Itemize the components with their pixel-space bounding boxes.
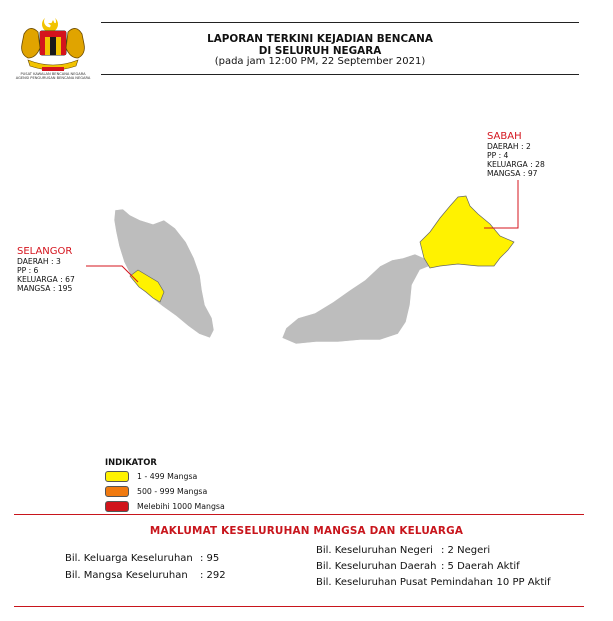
selangor-daerah: DAERAH : 3 [17, 257, 61, 266]
legend-item-high [105, 501, 225, 512]
legend-label-medium: 500 - 999 Mangsa [137, 487, 208, 496]
sarawak-region [282, 254, 430, 344]
header-top-rule [101, 22, 579, 23]
sabah-callout [487, 131, 545, 178]
summary-top-rule [14, 514, 584, 515]
daerah-label: Bil. Keseluruhan Daerah [316, 561, 437, 572]
selangor-name: SELANGOR [17, 246, 73, 257]
keluarga-label: Bil. Keluarga Keseluruhan [65, 553, 193, 564]
negeri-value: : 2 Negeri [441, 545, 491, 556]
report-title-line-1: LAPORAN TERKINI KEJADIAN BENCANA [207, 33, 433, 45]
sabah-leader-line [484, 180, 518, 228]
selangor-keluarga: KELUARGA : 67 [17, 275, 75, 284]
sabah-region [420, 196, 514, 268]
malaysia-map [0, 180, 613, 360]
legend-title: INDIKATOR [105, 457, 157, 467]
sabah-pp: PP : 4 [487, 151, 509, 160]
keluarga-value: : 95 [200, 553, 220, 564]
mangsa-value: : 292 [200, 570, 226, 581]
logo-caption-line-2: AGENSI PENGURUSAN BENCANA NEGARA [15, 76, 91, 81]
report-timestamp: (pada jam 12:00 PM, 22 September 2021) [214, 56, 426, 67]
daerah-value: : 5 Daerah Aktif [441, 561, 520, 572]
summary-title: MAKLUMAT KESELURUHAN MANGSA DAN KELUARGA [149, 525, 464, 537]
sabah-name: SABAH [487, 131, 522, 142]
legend-swatch-medium [105, 486, 129, 497]
logo-caption [10, 72, 96, 81]
pp-label: Bil. Keseluruhan Pusat Pemindahan [316, 577, 493, 588]
mangsa-label: Bil. Mangsa Keseluruhan [65, 570, 188, 581]
report-title-line-2: DI SELURUH NEGARA [258, 45, 382, 57]
header-bottom-rule [101, 74, 579, 75]
legend-item-low [105, 471, 225, 482]
selangor-mangsa: MANGSA : 195 [17, 284, 73, 293]
map-legend [105, 457, 225, 512]
logo-caption-line-1: PUSAT KAWALAN BENCANA NEGARA [20, 72, 86, 76]
summary-bottom-rule [14, 606, 584, 607]
sabah-daerah: DAERAH : 2 [487, 142, 531, 151]
legend-label-high: Melebihi 1000 Mangsa [137, 502, 225, 511]
sabah-mangsa: MANGSA : 97 [487, 169, 538, 178]
selangor-pp: PP : 6 [17, 266, 39, 275]
pp-value: : 10 PP Aktif [490, 577, 551, 588]
negeri-label: Bil. Keseluruhan Negeri [316, 545, 433, 556]
selangor-callout [17, 246, 75, 293]
legend-swatch-low [105, 471, 129, 482]
sabah-keluarga: KELUARGA : 28 [487, 160, 545, 169]
legend-item-medium [105, 486, 225, 497]
legend-label-low: 1 - 499 Mangsa [137, 472, 198, 481]
legend-swatch-high [105, 501, 129, 512]
